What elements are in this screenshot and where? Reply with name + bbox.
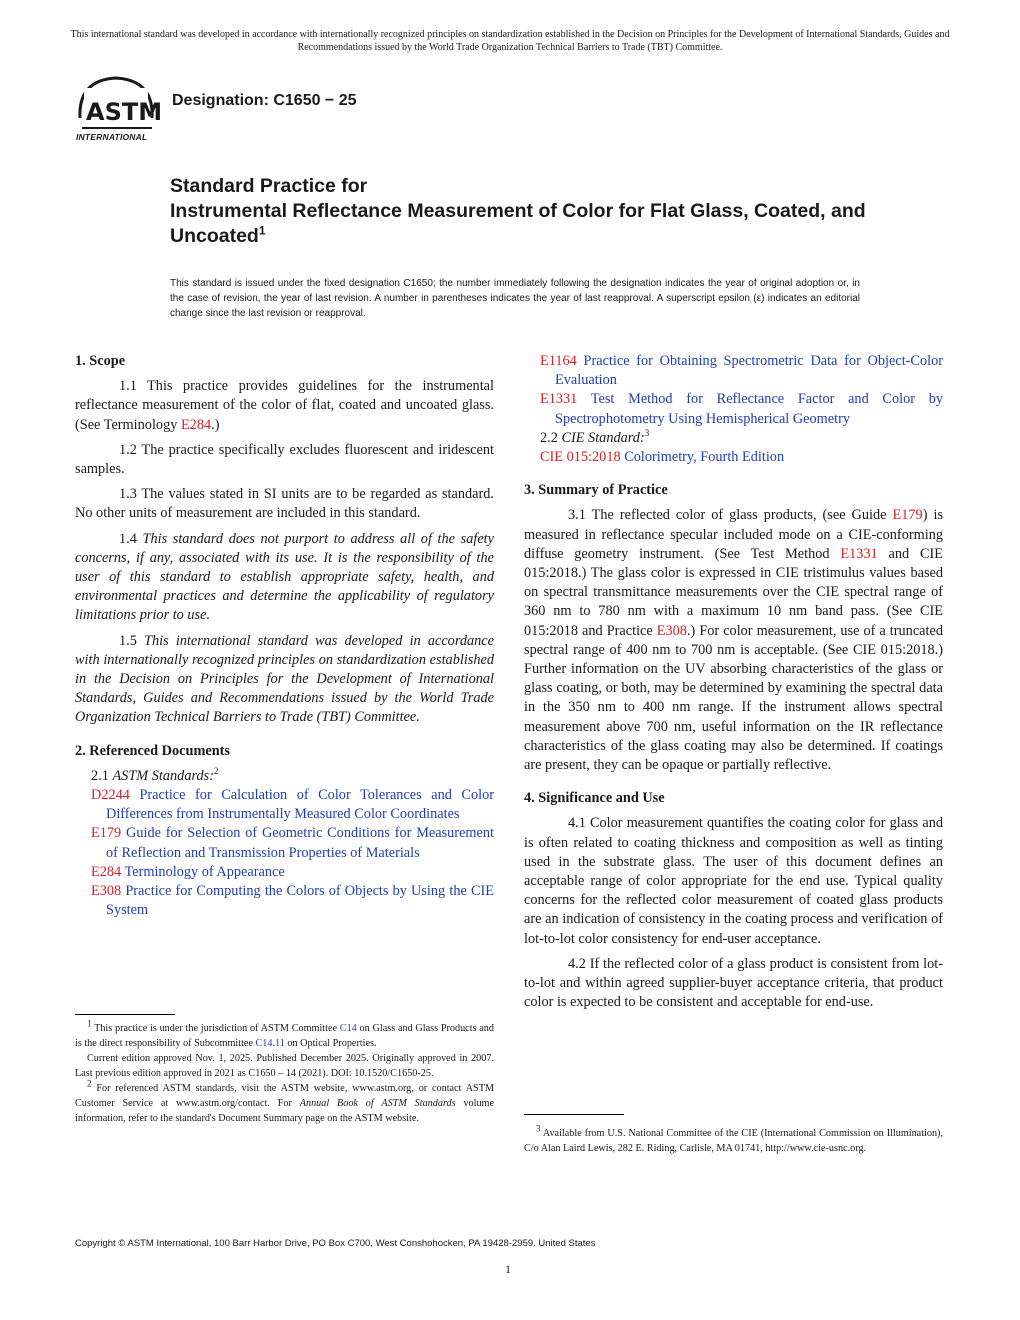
left-column: [75, 352, 494, 920]
ref-item[interactable]: E179 Guide for Selection of Geometric Conditions for Measurement of Reflection and Transmission Properties of Materials: [91, 825, 494, 861]
cie-standard-label: 2.2 CIE Standard:$^3$: [540, 428, 650, 446]
ref-item-cie[interactable]: CIE 015:2018 Colorimetry, Fourth Edition: [540, 449, 785, 466]
footnote-1-edition: Current edition approved Nov. 1, 2025. Published December 2025. Originally approved in 2007. Last previous edition approved in 2021 as C1650 – 14 (2021). DOI: 10.1520/C1650-25.: [75, 1053, 494, 1079]
title-line2: Instrumental Reflectance Measurement of Color for Flat Glass, Coated, and Uncoated: [170, 200, 866, 247]
summary-p1: 3.1 The reflected color of glass products, (see Guide E179) is measured in reflectance specular included mode on a CIE-conforming diffuse geometry instrument. (See Test Method E1331 and CIE 015:2018.) The glass color is expressed in CIE tristimulus values based on spectral transmittance measurements over the CIE spectral range of 360 nm to 780 nm with a maximum 10 nm band pass. (See CIE 015:2018 and Practice E308.) For color measurement, use of a truncated spectral range of 400 nm to 700 nm is acceptable. (See CIE 015:2018.) Further information on the UV absorbing characteristics of the glass or glass coating, or both, may be determined by examining the spectral data in the 350 nm to 400 nm range. If the instrument allows spectral measurement above 700 nm, useful information on the IR reflectance characteristics of the glass coating may also be determined. If coatings are present, they can be opaque or partially reflective.: [524, 507, 944, 774]
left-footnotes: [75, 1018, 494, 1126]
scope-p4: 1.4 This standard does not purport to address all of the safety concerns, if any, associated with its use. It is the responsibility of the user of this standard to establish appropriate safety, health, and environmental practices and determine the applicability of regulatory limitations prior to use.: [75, 530, 494, 624]
ref-item[interactable]: E1331 Test Method for Reflectance Factor and Color by Spectrophotometry Using Hemispherical Geometry: [540, 391, 943, 427]
footnote-1: $^1$ This practice is under the jurisdiction of ASTM Committee C14 on Glass and Glass Products and is the direct responsibility of Subcommittee C14.11 on Optical Properties.: [75, 1018, 494, 1049]
summary-heading: 3. Summary of Practice: [524, 482, 668, 499]
logo-subtitle: INTERNATIONAL: [76, 132, 148, 142]
link-c14-11[interactable]: C14.11: [255, 1038, 285, 1049]
link-e308[interactable]: E308: [656, 622, 687, 639]
page-number: 1: [505, 1262, 511, 1276]
footnote-divider: [75, 1014, 175, 1015]
significance-heading: 4. Significance and Use: [524, 790, 665, 807]
astm-standards-label: 2.1 ASTM Standards:$^2$: [91, 766, 219, 784]
scope-p1: 1.1 This practice provides guidelines for the instrumental reflectance measurement of the color of flat, coated and uncoated glass. (See Terminology E284.): [75, 378, 494, 433]
footnote-3: $^3$ Available from U.S. National Committee of the CIE (International Commission on Illumination), C/o Alan Laird Lewis, 282 E. Riding, Carlisle, MA 01741, http://www.cie-usnc.org.: [524, 1123, 943, 1154]
ref-item[interactable]: E308 Practice for Computing the Colors of Objects by Using the CIE System: [91, 883, 494, 919]
logo-letters: ASTM: [86, 98, 162, 126]
astm-logo: [70, 72, 162, 146]
scope-p2: 1.2 The practice specifically excludes fluorescent and iridescent samples.: [75, 441, 494, 478]
scope-p3: 1.3 The values stated in SI units are to be regarded as standard. No other units of measurement are included in this standard.: [75, 486, 494, 522]
footnote-2: $^2$ For referenced ASTM standards, visit the ASTM website, www.astm.org, or contact ASTM Customer Service at www.astm.org/contact. For Annual Book of ASTM Standards volume information, refer to the standard's Document Summary page on the ASTM website.: [75, 1078, 494, 1124]
scope-p5: 1.5 This international standard was developed in accordance with internationally recognized principles on standardization established in the Decision on Principles for the Development of International Standards, Guides and Recommendations issued by the World Trade Organization Technical Barriers to Trade (TBT) Committee.: [75, 632, 495, 726]
link-c14[interactable]: C14: [339, 1023, 357, 1034]
link-e1331[interactable]: E1331: [840, 545, 878, 562]
link-e284[interactable]: E284: [180, 416, 212, 433]
scope-heading: 1. Scope: [75, 353, 126, 369]
issued-note: This standard is issued under the fixed designation C1650; the number immediately following the designation indicates the year of original adoption or, in the case of revision, the year of last revision. A number in parentheses indicates the year of last reapproval. A superscript epsilon (ε) indicates an editorial change since the last revision or reapproval.: [170, 278, 860, 319]
document-title: [170, 174, 870, 249]
copyright: Copyright © ASTM International, 100 Barr Harbor Drive, PO Box C700, West Conshohocken, PA 19428-2959. United States: [75, 1238, 596, 1249]
designation: Designation: C1650 − 25: [172, 92, 357, 109]
refdocs-heading: 2. Referenced Documents: [75, 742, 230, 759]
significance-p2: 4.2 If the reflected color of a glass product is consistent from lot-to-lot and within agreed supplier-buyer acceptance criteria, that product color is expected to be consistent and acceptable for end-use.: [524, 955, 943, 1011]
title-footnote-mark: 1: [258, 223, 266, 238]
ref-item[interactable]: E1164 Practice for Obtaining Spectrometric Data for Object-Color Evaluation: [540, 353, 943, 389]
notice-banner: This international standard was developed in accordance with internationally recognized principles on standardization established in the Decision on Principles for the Development of International Standards, Guides and Recommendations issued by the World Trade Organization Technical Barriers to Trade (TBT) Committee.: [70, 29, 950, 53]
right-column: [524, 352, 943, 1013]
title-line1: Standard Practice for: [170, 175, 368, 197]
link-e179[interactable]: E179: [892, 507, 923, 524]
ref-item[interactable]: E284 Terminology of Appearance: [91, 863, 285, 880]
footnote-divider-right: [524, 1114, 624, 1115]
ref-item[interactable]: D2244 Practice for Calculation of Color Tolerances and Color Differences from Instrumentally Measured Color Coordinates: [91, 787, 494, 823]
significance-p1: 4.1 Color measurement quantifies the coating color for glass and is often related to coating thickness and composition as well as tinting used in the substrate glass. The user of this document defines an acceptable range of color appropriate for the end use. Typical quality concerns for the reflected color measurement of coated glass products are an indication of consistency in the coating process and verification of lot-to-lot color consistency for end-user acceptance.: [524, 815, 943, 947]
